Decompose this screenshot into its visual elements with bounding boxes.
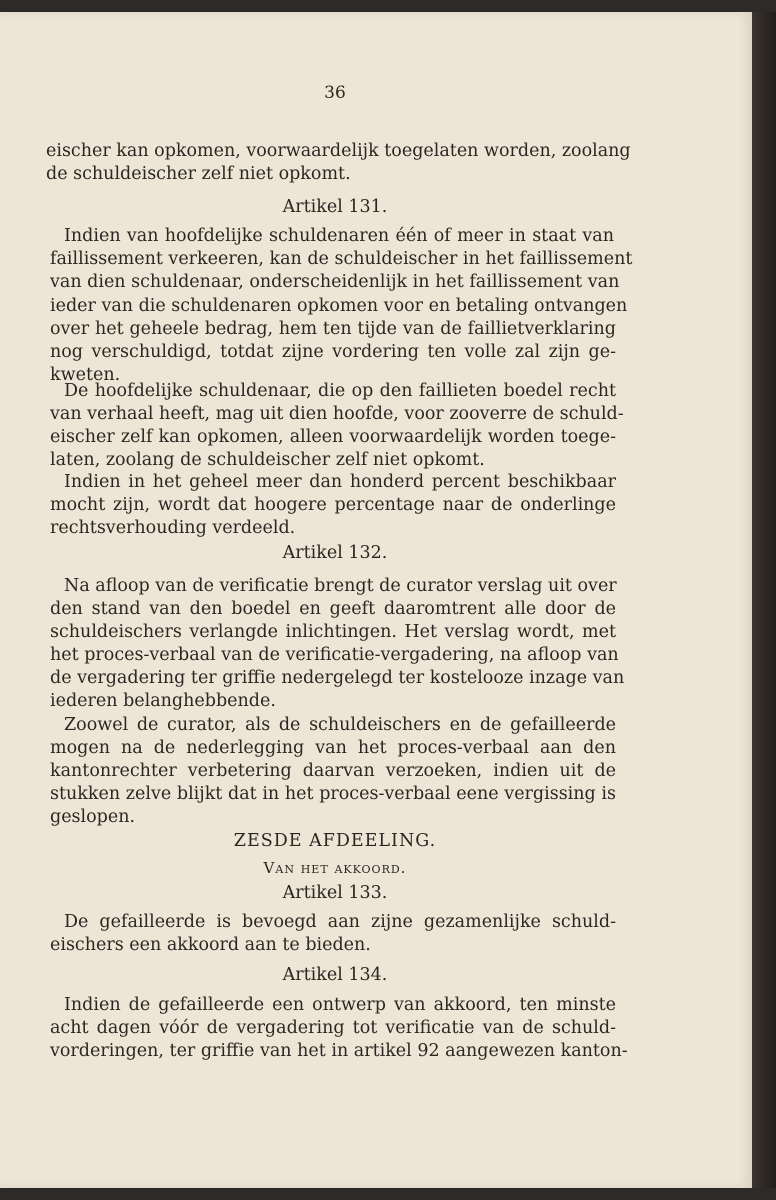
text-line: Indien van hoofdelijke schuldenaren één of meer in staat van (64, 226, 614, 246)
text-line: de schuldeischer zelf niet opkomt. (46, 164, 351, 184)
text-line: eischer zelf kan opkomen, alleen voorwaardelijk worden toege- (50, 427, 616, 447)
text-line: Indien de gefailleerde een ontwerp van akkoord, ten minste (64, 995, 616, 1015)
text-line: geslopen. (50, 807, 136, 827)
text-line: rechtsverhouding verdeeld. (50, 518, 296, 538)
text-line: laten, zoolang de schuldeischer zelf niet opkomt. (50, 450, 485, 470)
text-line: mogen na de nederlegging van het proces-verbaal aan den (50, 738, 616, 758)
text-line: over het geheele bedrag, hem ten tijde van de faillietverklaring (50, 319, 616, 339)
article-134-heading: Artikel 134. (282, 965, 388, 985)
text-line: de vergadering ter griffie nedergelegd ter kostelooze inzage van (50, 668, 625, 688)
section-heading: ZESDE AFDEELING. (233, 831, 437, 851)
text-line: De hoofdelijke schuldenaar, die op den faillieten boedel recht (64, 381, 616, 401)
text-line: Zoowel de curator, als de schuldeischers en de gefailleerde (64, 715, 616, 735)
article-133-heading: Artikel 133. (282, 883, 388, 903)
text-line: Na afloop van de verificatie brengt de curator verslag uit over (64, 576, 617, 596)
text-line: vorderingen, ter griffie van het in artikel 92 aangewezen kanton- (50, 1041, 628, 1061)
text-line: Indien in het geheel meer dan honderd percent beschikbaar (64, 472, 616, 492)
text-line: acht dagen vóór de vergadering tot verificatie van de schuld- (50, 1018, 616, 1038)
text-line: den stand van den boedel en geeft daaromtrent alle door de (50, 599, 616, 619)
text-line: eischer kan opkomen, voorwaardelijk toegelaten worden, zoolang (46, 141, 631, 161)
text-line: van verhaal heeft, mag uit dien hoofde, voor zooverre de schuld- (50, 404, 624, 424)
article-131-heading: Artikel 131. (282, 197, 388, 217)
page-edge (752, 12, 776, 1188)
text-line: De gefailleerde is bevoegd aan zijne gezamenlijke schuld- (64, 912, 616, 932)
text-line: kweten. (50, 365, 121, 385)
text-line: stukken zelve blijkt dat in het proces-verbaal eene vergissing is (50, 784, 616, 804)
text-line: iederen belanghebbende. (50, 691, 276, 711)
text-line: eischers een akkoord aan te bieden. (50, 935, 371, 955)
book-page (0, 12, 752, 1188)
text-line: faillissement verkeeren, kan de schuldeischer in het faillissement (50, 249, 633, 269)
text-line: ieder van die schuldenaren opkomen voor en betaling ontvangen (50, 296, 628, 316)
text-line: het proces-verbaal van de verificatie-vergadering, na afloop van (50, 645, 619, 665)
page-number: 36 (324, 83, 346, 103)
text-line: schuldeischers verlangde inlichtingen. Het verslag wordt, met (50, 622, 616, 642)
article-132-heading: Artikel 132. (282, 543, 388, 563)
text-line: kantonrechter verbetering daarvan verzoeken, indien uit de (50, 761, 616, 781)
section-subheading: Van het akkoord. (263, 859, 407, 877)
text-line: van dien schuldenaar, onderscheidenlijk in het faillissement van (50, 272, 620, 292)
text-line: mocht zijn, wordt dat hoogere percentage naar de onderlinge (50, 495, 616, 515)
text-line: nog verschuldigd, totdat zijne vordering ten volle zal zijn ge- (50, 342, 616, 362)
